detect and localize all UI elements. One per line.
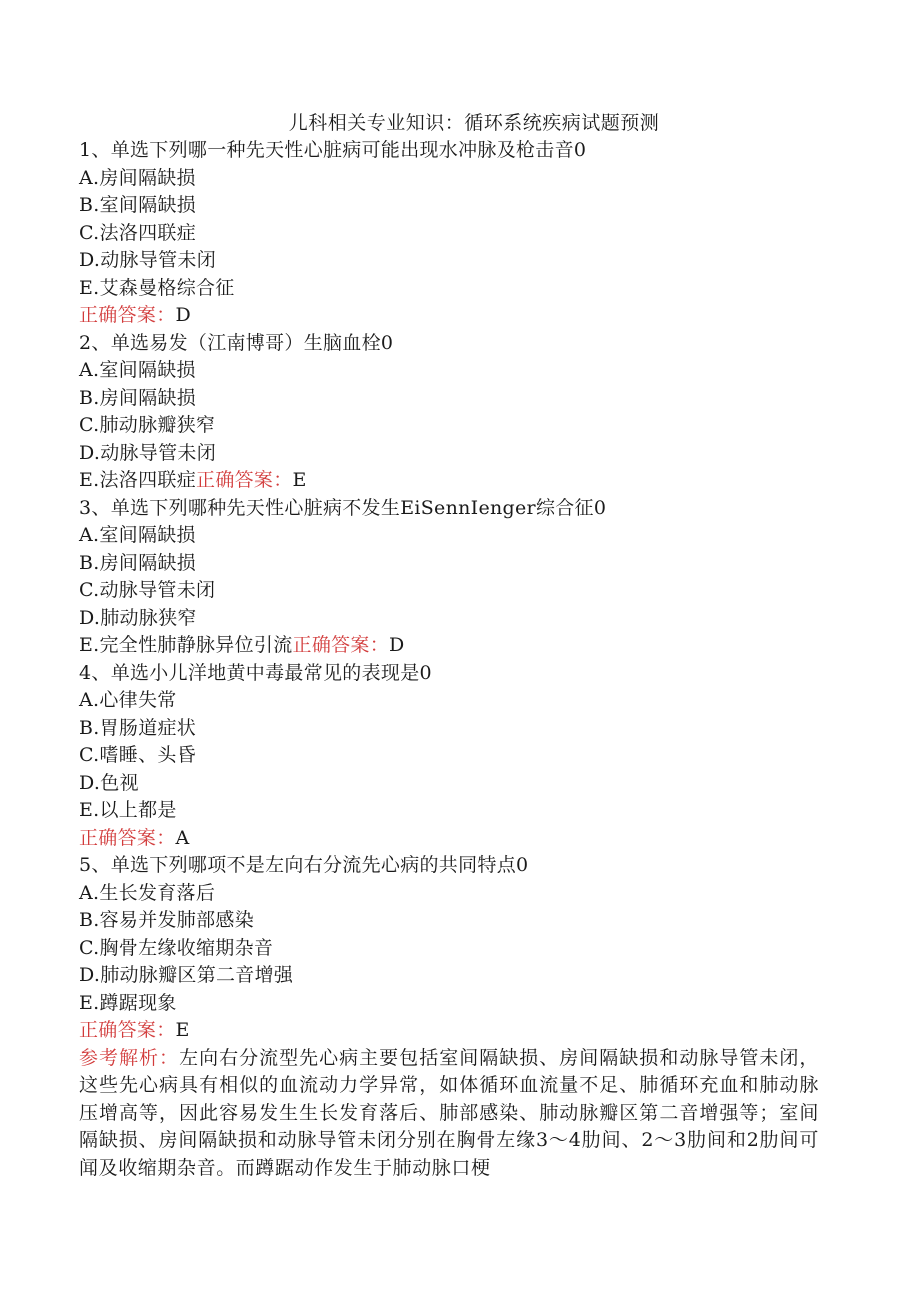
answer-line — [79, 302, 839, 330]
answer-value: E — [175, 1019, 190, 1041]
analysis-label: 参考解析： — [79, 1046, 180, 1069]
option-with-answer — [79, 632, 839, 660]
answer-value: D — [175, 304, 192, 326]
option: E.完全性肺静脉异位引流 — [79, 634, 293, 656]
question-stem: 4、单选小儿洋地黄中毒最常见的表现是0 — [79, 661, 432, 684]
option: E.艾森曼格综合征 — [79, 276, 235, 299]
answer-label: 正确答案： — [196, 469, 293, 491]
answer-label: 正确答案： — [79, 1019, 176, 1041]
answer-label: 正确答案： — [292, 634, 390, 656]
option: D.肺动脉瓣区第二音增强 — [79, 964, 294, 986]
answer-line — [79, 825, 839, 853]
option: D.动脉导管未闭 — [79, 441, 216, 464]
option: D.肺动脉狭窄 — [79, 606, 197, 629]
analysis-text: 左向右分流型先心病主要包括室间隔缺损、房间隔缺损和动脉导管未闭，这些先心病具有相似的血流动力学异常，如体循环血流量不足、肺循环充血和肺动脉压增高等，因此容易发生生长发育落后、肺部感染、肺动脉瓣区第二音增强等；室间隔缺损、房间隔缺损和动脉导管未闭分别在胸骨左缘3～4肋间、2～3肋间和2肋间可闻及收缩期杂音。而蹲踞动作发生于肺动脉口梗 — [79, 1046, 819, 1179]
option: B.室间隔缺损 — [79, 194, 197, 216]
option: A.房间隔缺损 — [79, 166, 196, 189]
option: B.房间隔缺损 — [79, 386, 197, 409]
option: A.室间隔缺损 — [79, 359, 196, 381]
answer-line — [79, 1017, 839, 1045]
question-stem: 5、单选下列哪项不是左向右分流先心病的共同特点0 — [79, 854, 529, 876]
option: B.房间隔缺损 — [79, 551, 197, 574]
document-title: 儿科相关专业知识：循环系统疾病试题预测 — [288, 112, 660, 134]
question-stem: 1、单选下列哪一种先天性心脏病可能出现水冲脉及枪击音0 — [79, 139, 587, 161]
question-stem: 2、单选易发（江南博哥）生脑血栓0 — [79, 331, 394, 354]
answer-label: 正确答案： — [79, 826, 176, 849]
option: B.胃肠道症状 — [79, 716, 197, 739]
analysis-paragraph — [79, 1045, 819, 1183]
option: E.以上都是 — [79, 799, 177, 821]
option: C.动脉导管未闭 — [79, 579, 216, 601]
option: D.色视 — [79, 771, 139, 794]
option: C.肺动脉瓣狭窄 — [79, 414, 216, 436]
answer-value: D — [389, 634, 405, 656]
option: E.法洛四联症 — [79, 469, 197, 491]
option: C.嗜睡、头昏 — [79, 744, 197, 766]
option: E.蹲踞现象 — [79, 991, 177, 1014]
option: B.容易并发肺部感染 — [79, 909, 255, 931]
answer-label: 正确答案： — [79, 304, 176, 326]
option: C.胸骨左缘收缩期杂音 — [79, 936, 274, 959]
document-body — [79, 109, 839, 1182]
option: C.法洛四联症 — [79, 221, 197, 244]
answer-value: E — [292, 469, 307, 491]
option: A.心律失常 — [79, 689, 177, 711]
option-with-answer — [79, 467, 839, 495]
answer-value: A — [175, 826, 190, 849]
question-stem: 3、单选下列哪种先天性心脏病不发生EiSennIenger综合征0 — [79, 496, 607, 519]
option: A.生长发育落后 — [79, 881, 216, 904]
option: D.动脉导管未闭 — [79, 249, 216, 271]
option: A.室间隔缺损 — [79, 524, 196, 546]
